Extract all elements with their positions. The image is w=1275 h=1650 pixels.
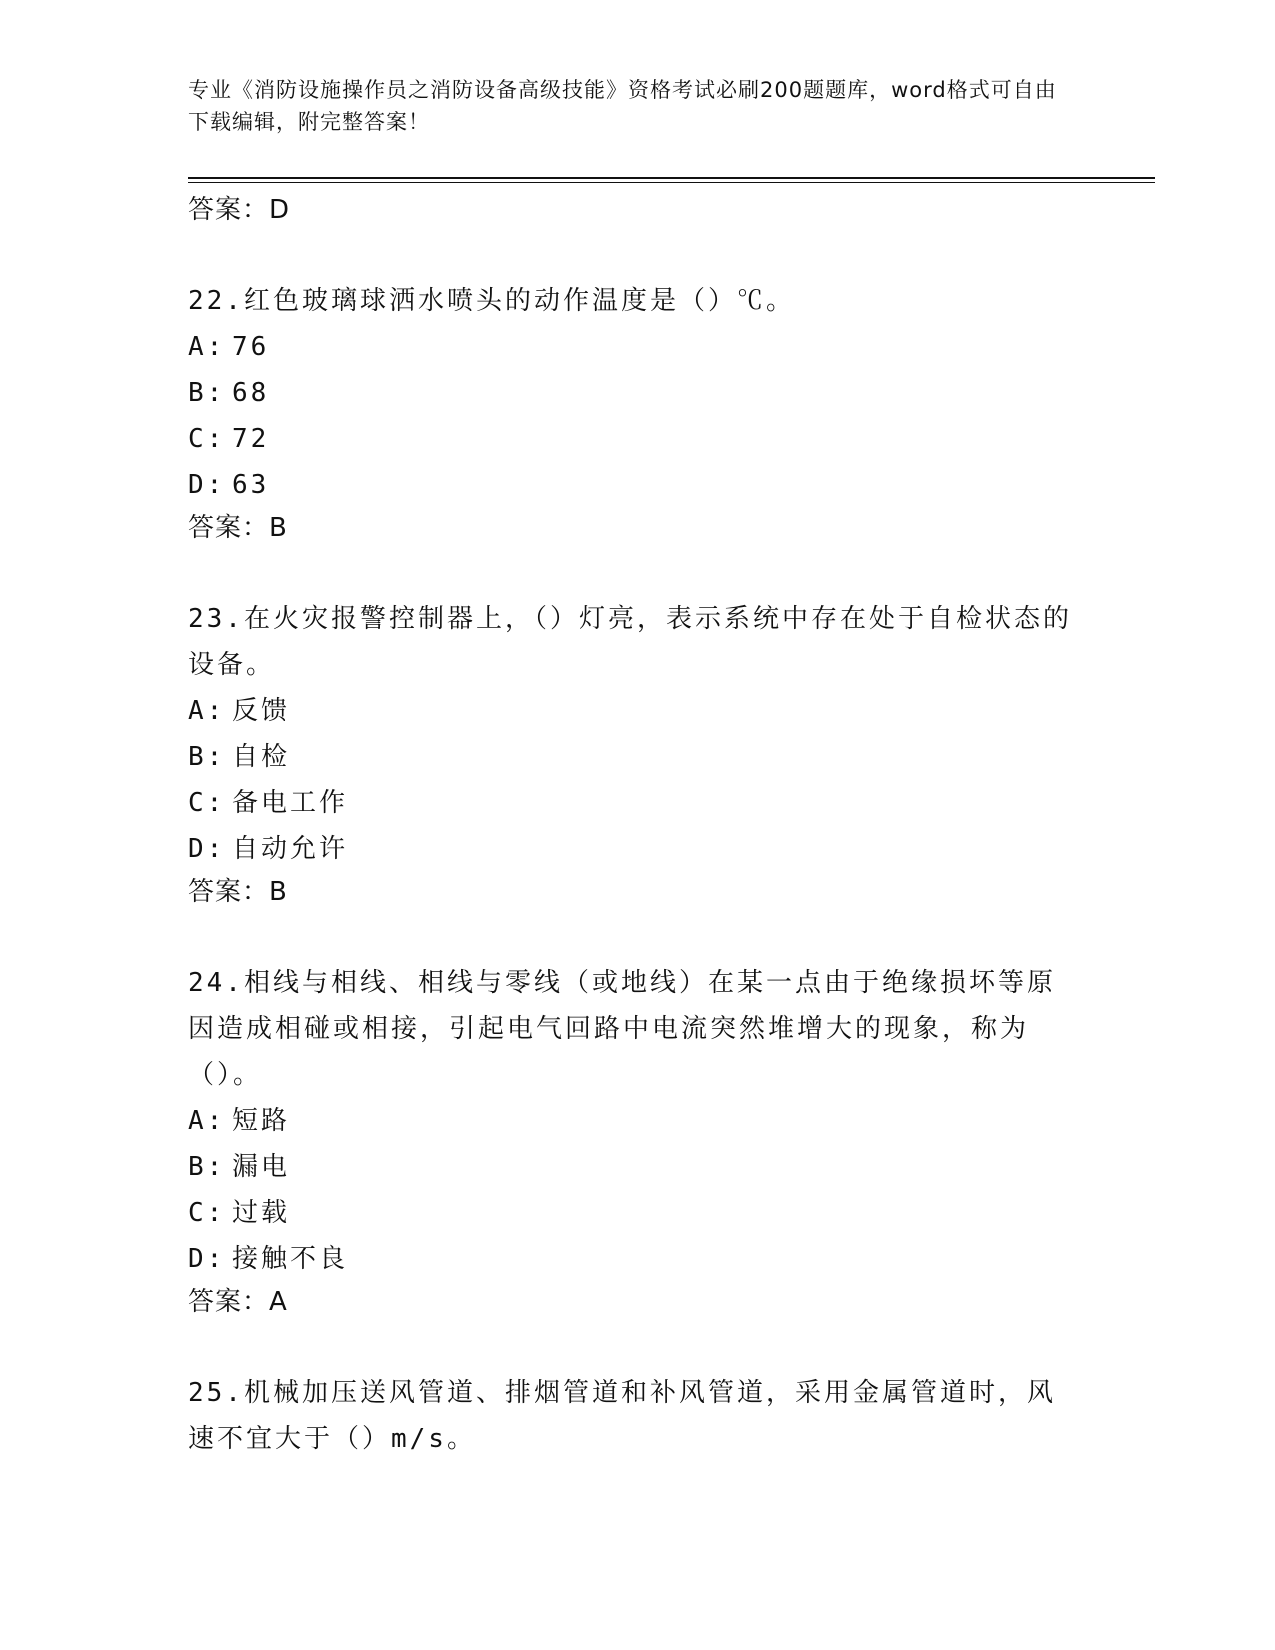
- question-24-answer: 答案：A: [188, 1287, 288, 1317]
- option-text: 72: [232, 424, 270, 454]
- option-letter: B:: [188, 1152, 226, 1182]
- option-letter: C:: [188, 788, 226, 818]
- option-letter: C:: [188, 424, 226, 454]
- question-23-option-c: [188, 780, 1088, 826]
- option-text: 76: [232, 332, 270, 362]
- question-24-stem: 24.相线与相线、相线与零线（或地线）在某一点由于绝缘损坏等原因造成相碰或相接，引起电气回路中电流突然堆增大的现象，称为（）。: [188, 968, 1056, 1090]
- option-letter: A:: [188, 332, 226, 362]
- option-text: 短路: [232, 1106, 291, 1136]
- question-list: [188, 190, 1088, 1462]
- leading-answer: 答案：D: [188, 195, 291, 225]
- question-22-answer: 答案：B: [188, 513, 288, 543]
- option-letter: D:: [188, 1244, 226, 1274]
- question-23-option-a: [188, 688, 1088, 734]
- option-letter: D:: [188, 470, 226, 500]
- question-22-option-a: [188, 324, 1088, 370]
- option-letter: A:: [188, 696, 226, 726]
- option-text: 过载: [232, 1198, 291, 1228]
- option-text: 备电工作: [232, 788, 349, 818]
- question-22-option-d: [188, 462, 1088, 508]
- header-rule-thin: [188, 182, 1155, 183]
- question-23-stem: 23.在火灾报警控制器上，（）灯亮，表示系统中存在处于自检状态的设备。: [188, 604, 1072, 680]
- question-24-option-a: [188, 1098, 1088, 1144]
- option-text: 反馈: [232, 696, 291, 726]
- option-text: 自检: [232, 742, 291, 772]
- question-24-option-b: [188, 1144, 1088, 1190]
- question-23-answer: 答案：B: [188, 877, 288, 907]
- header-rule-thick: [188, 177, 1155, 179]
- question-24-option-d: [188, 1236, 1088, 1282]
- option-text: 接触不良: [232, 1244, 349, 1274]
- question-25-stem: 25.机械加压送风管道、排烟管道和补风管道，采用金属管道时，风速不宜大于（）m/s。: [188, 1378, 1056, 1454]
- question-22-stem: 22.红色玻璃球洒水喷头的动作温度是（）℃。: [188, 286, 795, 316]
- question-22-option-c: [188, 416, 1088, 462]
- option-text: 68: [232, 378, 270, 408]
- question-24-option-c: [188, 1190, 1088, 1236]
- option-text: 63: [232, 470, 270, 500]
- question-23-option-d: [188, 826, 1088, 872]
- option-letter: B:: [188, 742, 226, 772]
- option-letter: B:: [188, 378, 226, 408]
- option-letter: D:: [188, 834, 226, 864]
- option-letter: A:: [188, 1106, 226, 1136]
- option-text: 自动允许: [232, 834, 349, 864]
- option-letter: C:: [188, 1198, 226, 1228]
- document-header: 专业《消防设施操作员之消防设备高级技能》资格考试必刷200题题库，word格式可自由下载编辑，附完整答案！: [188, 78, 1057, 134]
- option-text: 漏电: [232, 1152, 291, 1182]
- question-22-option-b: [188, 370, 1088, 416]
- question-23-option-b: [188, 734, 1088, 780]
